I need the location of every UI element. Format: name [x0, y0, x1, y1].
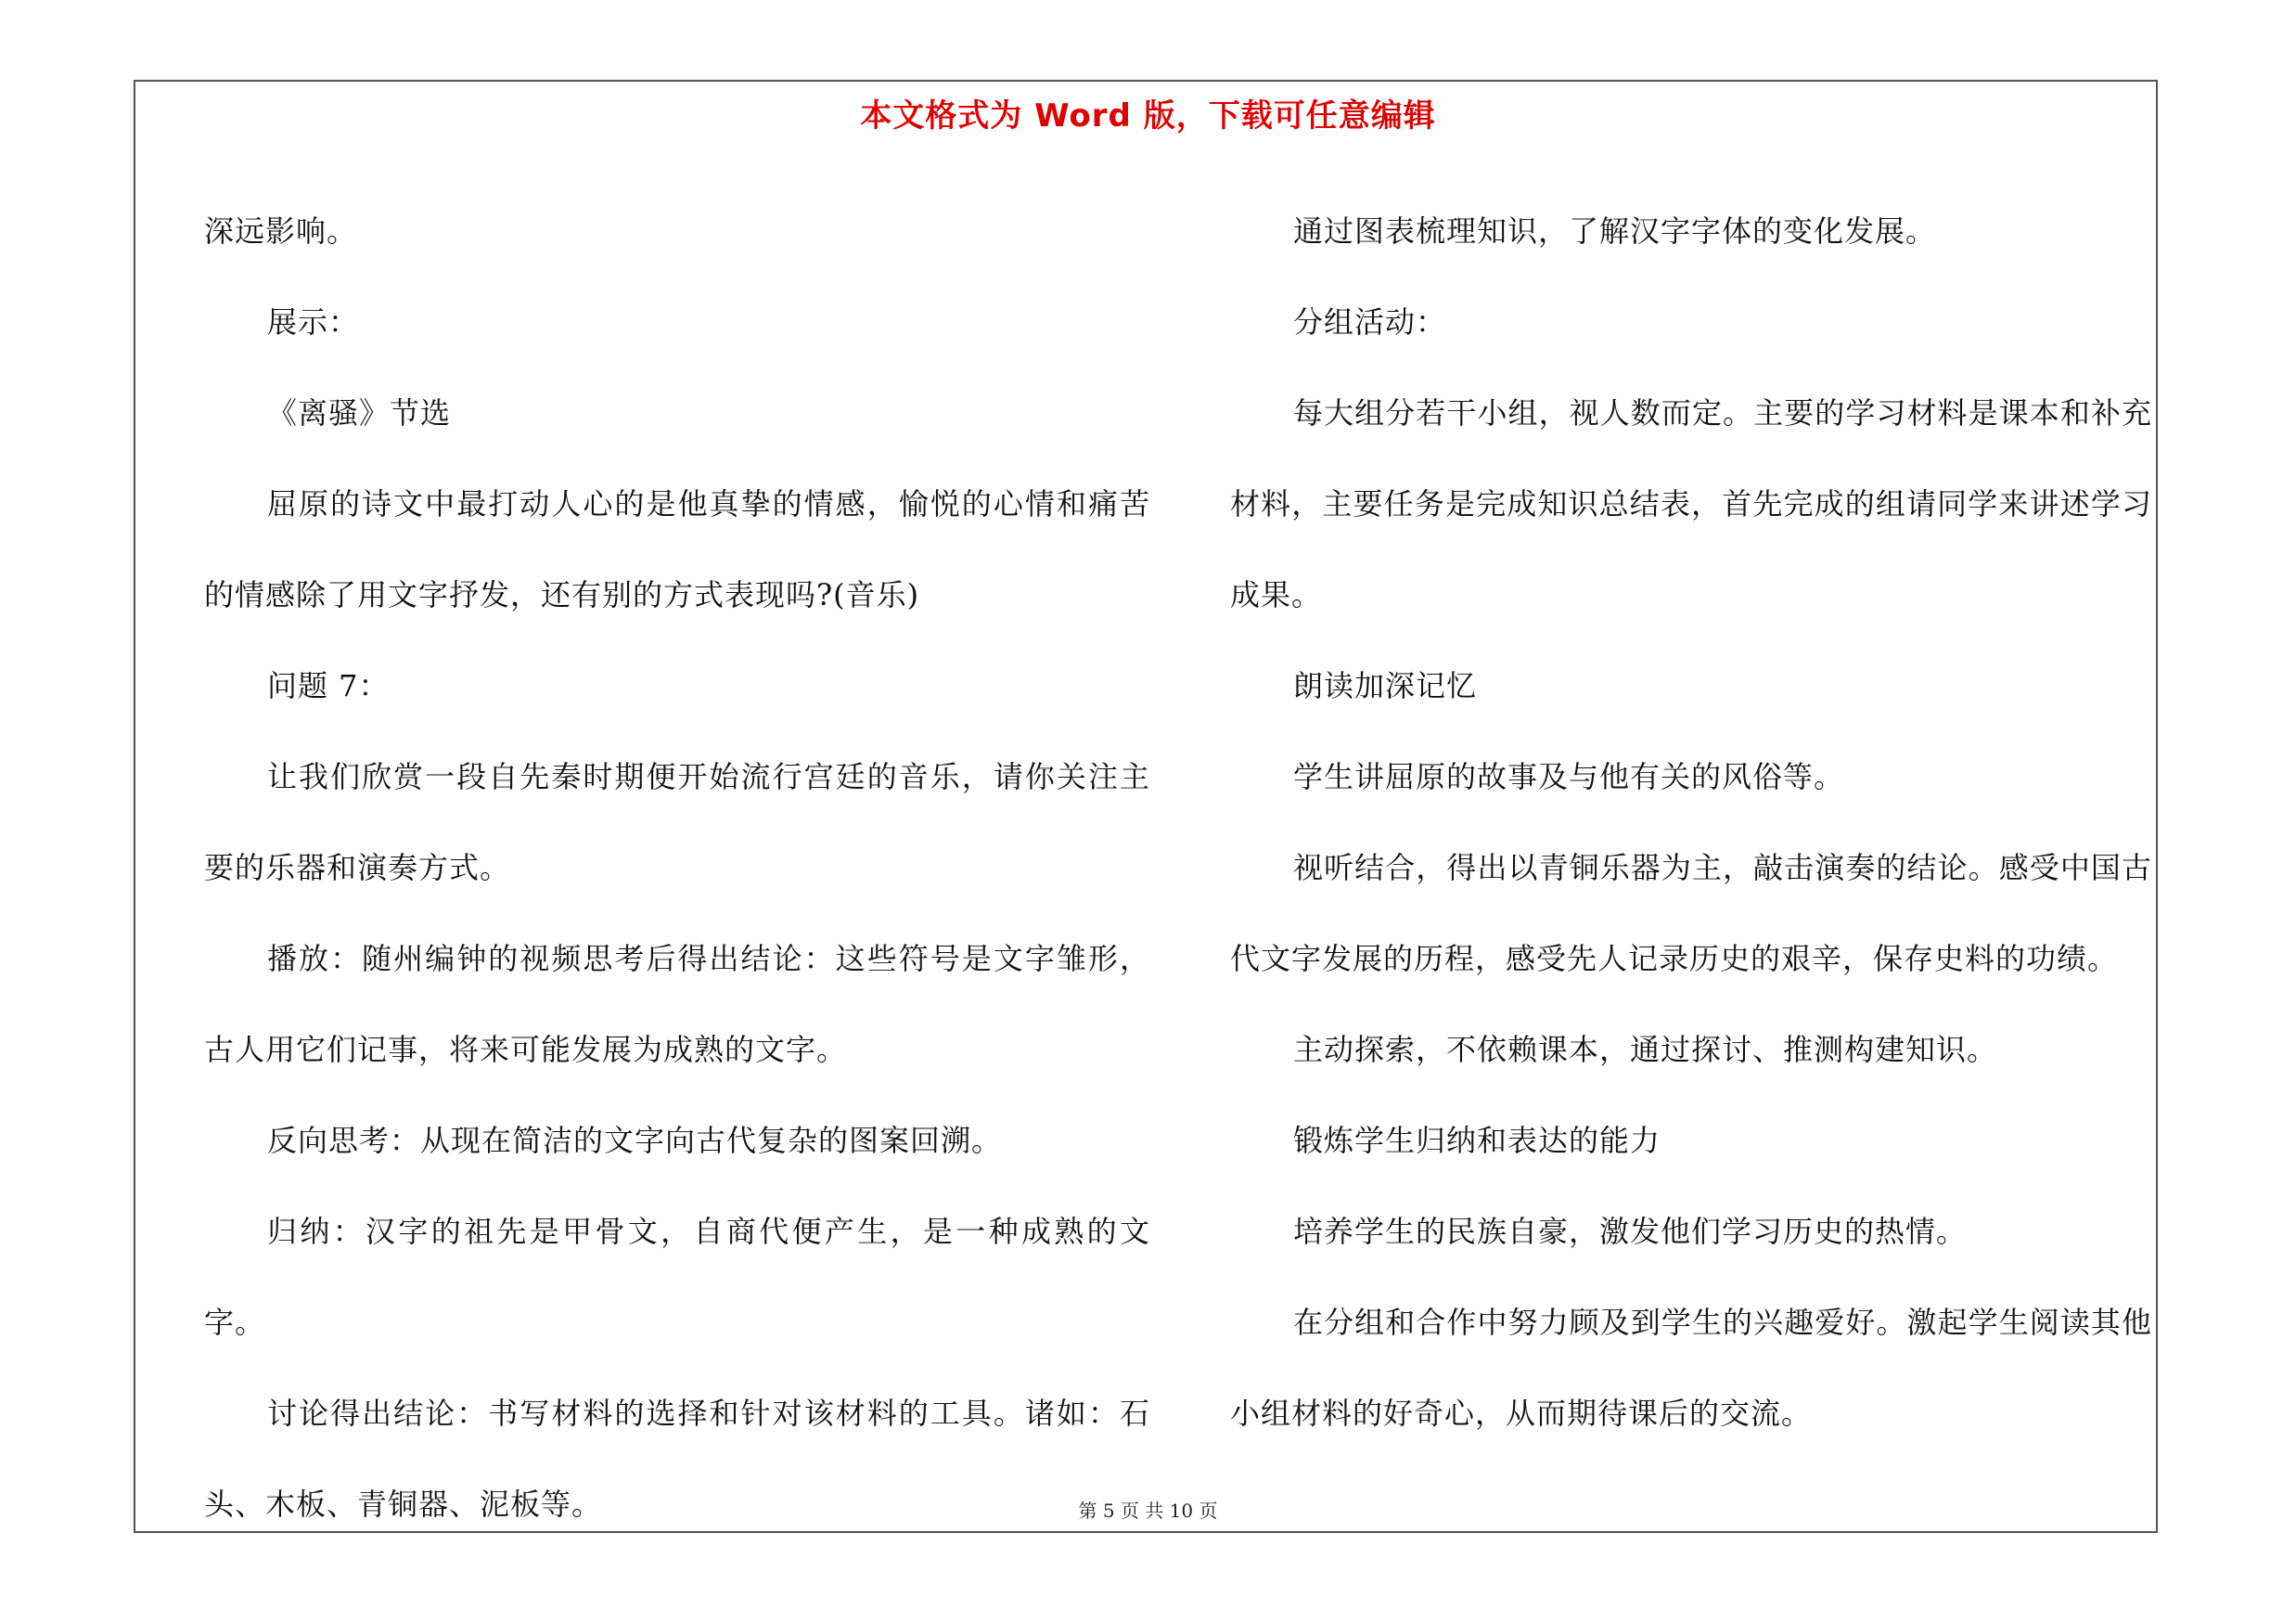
paragraph: 深远影响。	[204, 213, 358, 249]
paragraph: 让我们欣赏一段自先秦时期便开始流行宫廷的音乐，请你关注主要的乐器和演奏方式。	[204, 759, 1150, 885]
page-number-footer: 第 5 页 共 10 页	[1078, 1500, 1218, 1522]
paragraph: 锻炼学生归纳和表达的能力	[1293, 1123, 1661, 1158]
left-column	[204, 186, 1150, 1550]
word-format-banner: 本文格式为 Word 版，下载可任意编辑	[860, 97, 1436, 135]
paragraph: 问题 7：	[267, 668, 390, 703]
paragraph: 学生讲屈原的故事及与他有关的风俗等。	[1293, 759, 1845, 794]
paragraph: 在分组和合作中努力顾及到学生的兴趣爱好。激起学生阅读其他小组材料的好奇心，从而期待课后的交流。	[1230, 1305, 2152, 1431]
right-column	[1230, 186, 2152, 1459]
paragraph: 《离骚》节选	[267, 395, 452, 431]
paragraph: 归纳：汉字的祖先是甲骨文，自商代便产生，是一种成熟的文字。	[204, 1214, 1150, 1340]
paragraph: 培养学生的民族自豪，激发他们学习历史的热情。	[1293, 1214, 1968, 1249]
paragraph: 通过图表梳理知识，了解汉字字体的变化发展。	[1293, 213, 1937, 249]
paragraph: 屈原的诗文中最打动人心的是他真挚的情感，愉悦的心情和痛苦的情感除了用文字抒发，还有别的方式表现吗?(音乐)	[204, 486, 1150, 612]
paragraph: 展示：	[267, 304, 360, 340]
paragraph: 分组活动：	[1293, 304, 1447, 340]
paragraph: 讨论得出结论：书写材料的选择和针对该材料的工具。诸如：石头、木板、青铜器、泥板等。	[204, 1396, 1150, 1522]
paragraph: 朗读加深记忆	[1293, 668, 1478, 703]
paragraph: 播放：随州编钟的视频思考后得出结论：这些符号是文字雏形，古人用它们记事，将来可能发展为成熟的文字。	[204, 941, 1150, 1067]
paragraph: 主动探索，不依赖课本，通过探讨、推测构建知识。	[1293, 1032, 1998, 1067]
paragraph: 反向思考：从现在简洁的文字向古代复杂的图案回溯。	[267, 1123, 1003, 1158]
paragraph: 每大组分若干小组，视人数而定。主要的学习材料是课本和补充材料，主要任务是完成知识总结表，首先完成的组请同学来讲述学习成果。	[1230, 395, 2152, 612]
paragraph: 视听结合，得出以青铜乐器为主，敲击演奏的结论。感受中国古代文字发展的历程，感受先人记录历史的艰辛，保存史料的功绩。	[1230, 850, 2152, 976]
